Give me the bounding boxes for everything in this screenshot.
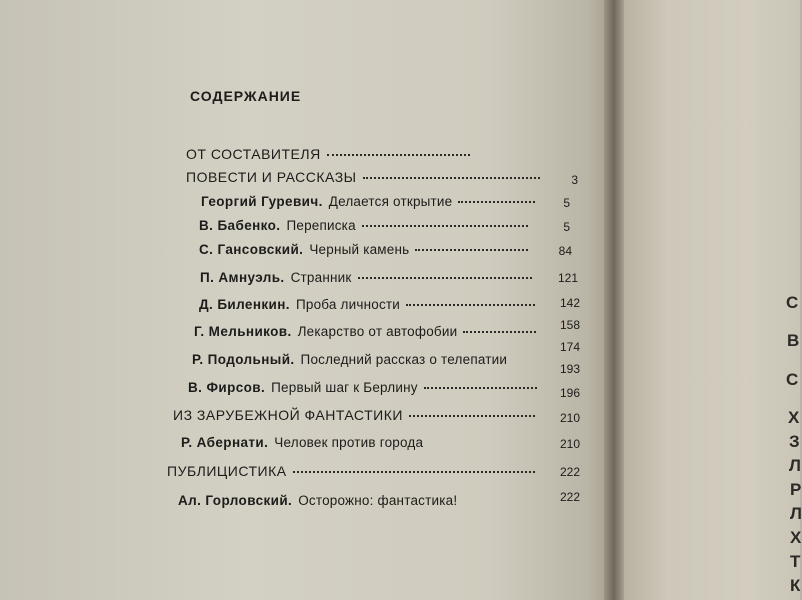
page-number: 84: [558, 244, 572, 258]
right-page-letter: З: [789, 432, 800, 451]
dot-leader: [424, 387, 537, 389]
toc-section-row: [186, 169, 546, 189]
right-page: [624, 0, 800, 600]
page-number: 174: [559, 340, 580, 354]
toc-entry-row: [199, 218, 534, 238]
dot-leader: [409, 415, 535, 417]
page-number: 142: [559, 296, 580, 310]
dot-leader: [363, 177, 540, 179]
page-number: 121: [557, 271, 578, 285]
right-page-letter: Х: [788, 408, 800, 427]
book-gutter: [604, 0, 626, 600]
toc-section-row: [186, 146, 476, 166]
toc-section-row: [173, 407, 541, 427]
page-number: 210: [559, 411, 580, 425]
contents-title: СОДЕРЖАНИЕ: [190, 88, 302, 104]
entry-author: В. Фирсов.: [188, 380, 266, 395]
entry-title: Человек против города: [274, 435, 424, 450]
page-number: 158: [559, 318, 580, 332]
dot-leader: [362, 225, 528, 227]
entry-author: Р. Абернати.: [181, 435, 269, 450]
entry-title: Осторожно: фантастика!: [298, 493, 458, 508]
toc-entry-row: [178, 493, 540, 513]
entry-author: С. Гансовский.: [199, 242, 304, 257]
toc-entry-row: [192, 352, 542, 372]
right-page-letter: Р: [790, 480, 802, 499]
entry-author: П. Амнуэль.: [200, 270, 285, 285]
entry-title: Последний рассказ о телепатии: [300, 352, 508, 367]
toc-entry-row: [181, 435, 543, 455]
right-page-letter: Л: [789, 456, 801, 475]
entry-title: Первый шаг к Берлину: [271, 380, 418, 395]
dot-leader: [327, 154, 470, 156]
page-number: 193: [559, 362, 580, 376]
toc-entry-row: [199, 297, 541, 317]
entry-title: Переписка: [286, 218, 356, 233]
toc-entry-row: [199, 242, 534, 262]
entry-author: Ал. Горловский.: [178, 493, 293, 508]
right-page-letter: Л: [790, 504, 802, 523]
page-number: 5: [563, 220, 570, 234]
page-number: 210: [559, 437, 580, 451]
entry-author: Г. Мельников.: [194, 324, 292, 339]
dot-leader: [463, 331, 536, 333]
section-title: ПУБЛИЦИСТИКА: [167, 463, 287, 479]
dot-leader: [458, 201, 535, 203]
toc-section-row: [167, 463, 541, 483]
toc-entry-row: [200, 270, 538, 290]
entry-title: Проба личности: [295, 297, 401, 312]
right-page-letter: В: [787, 331, 800, 350]
right-page-letter: Х: [790, 528, 802, 547]
entry-title: Черный камень: [309, 242, 410, 257]
section-title: ИЗ ЗАРУБЕЖНОЙ ФАНТАСТИКИ: [173, 407, 403, 423]
section-title: ОТ СОСТАВИТЕЛЯ: [186, 146, 321, 162]
right-page-letter: Т: [790, 552, 801, 571]
dot-leader: [415, 249, 528, 251]
page-number: 196: [559, 386, 580, 400]
right-page-letter: К: [790, 576, 801, 595]
toc-entry-row: [188, 380, 543, 400]
entry-title: Делается открытие: [328, 194, 453, 209]
entry-author: Георгий Гуревич.: [201, 194, 323, 209]
toc-entry-row: [194, 324, 542, 344]
entry-author: Р. Подольный.: [192, 352, 295, 367]
toc-entry-row: [201, 194, 541, 214]
dot-leader: [293, 471, 535, 473]
dot-leader: [358, 277, 533, 279]
page-number: 3: [571, 173, 578, 187]
page-number: 5: [563, 196, 570, 210]
right-page-letter: С: [786, 370, 799, 389]
entry-author: Д. Биленкин.: [199, 297, 290, 312]
page-number: 222: [559, 490, 580, 504]
entry-author: В. Бабенко.: [199, 218, 281, 233]
page-number: 222: [559, 465, 580, 479]
right-page-letter: С: [786, 293, 799, 312]
dot-leader: [406, 304, 535, 306]
section-title: ПОВЕСТИ И РАССКАЗЫ: [186, 169, 357, 185]
entry-title: Странник: [290, 270, 352, 285]
entry-title: Лекарство от автофобии: [297, 324, 458, 339]
